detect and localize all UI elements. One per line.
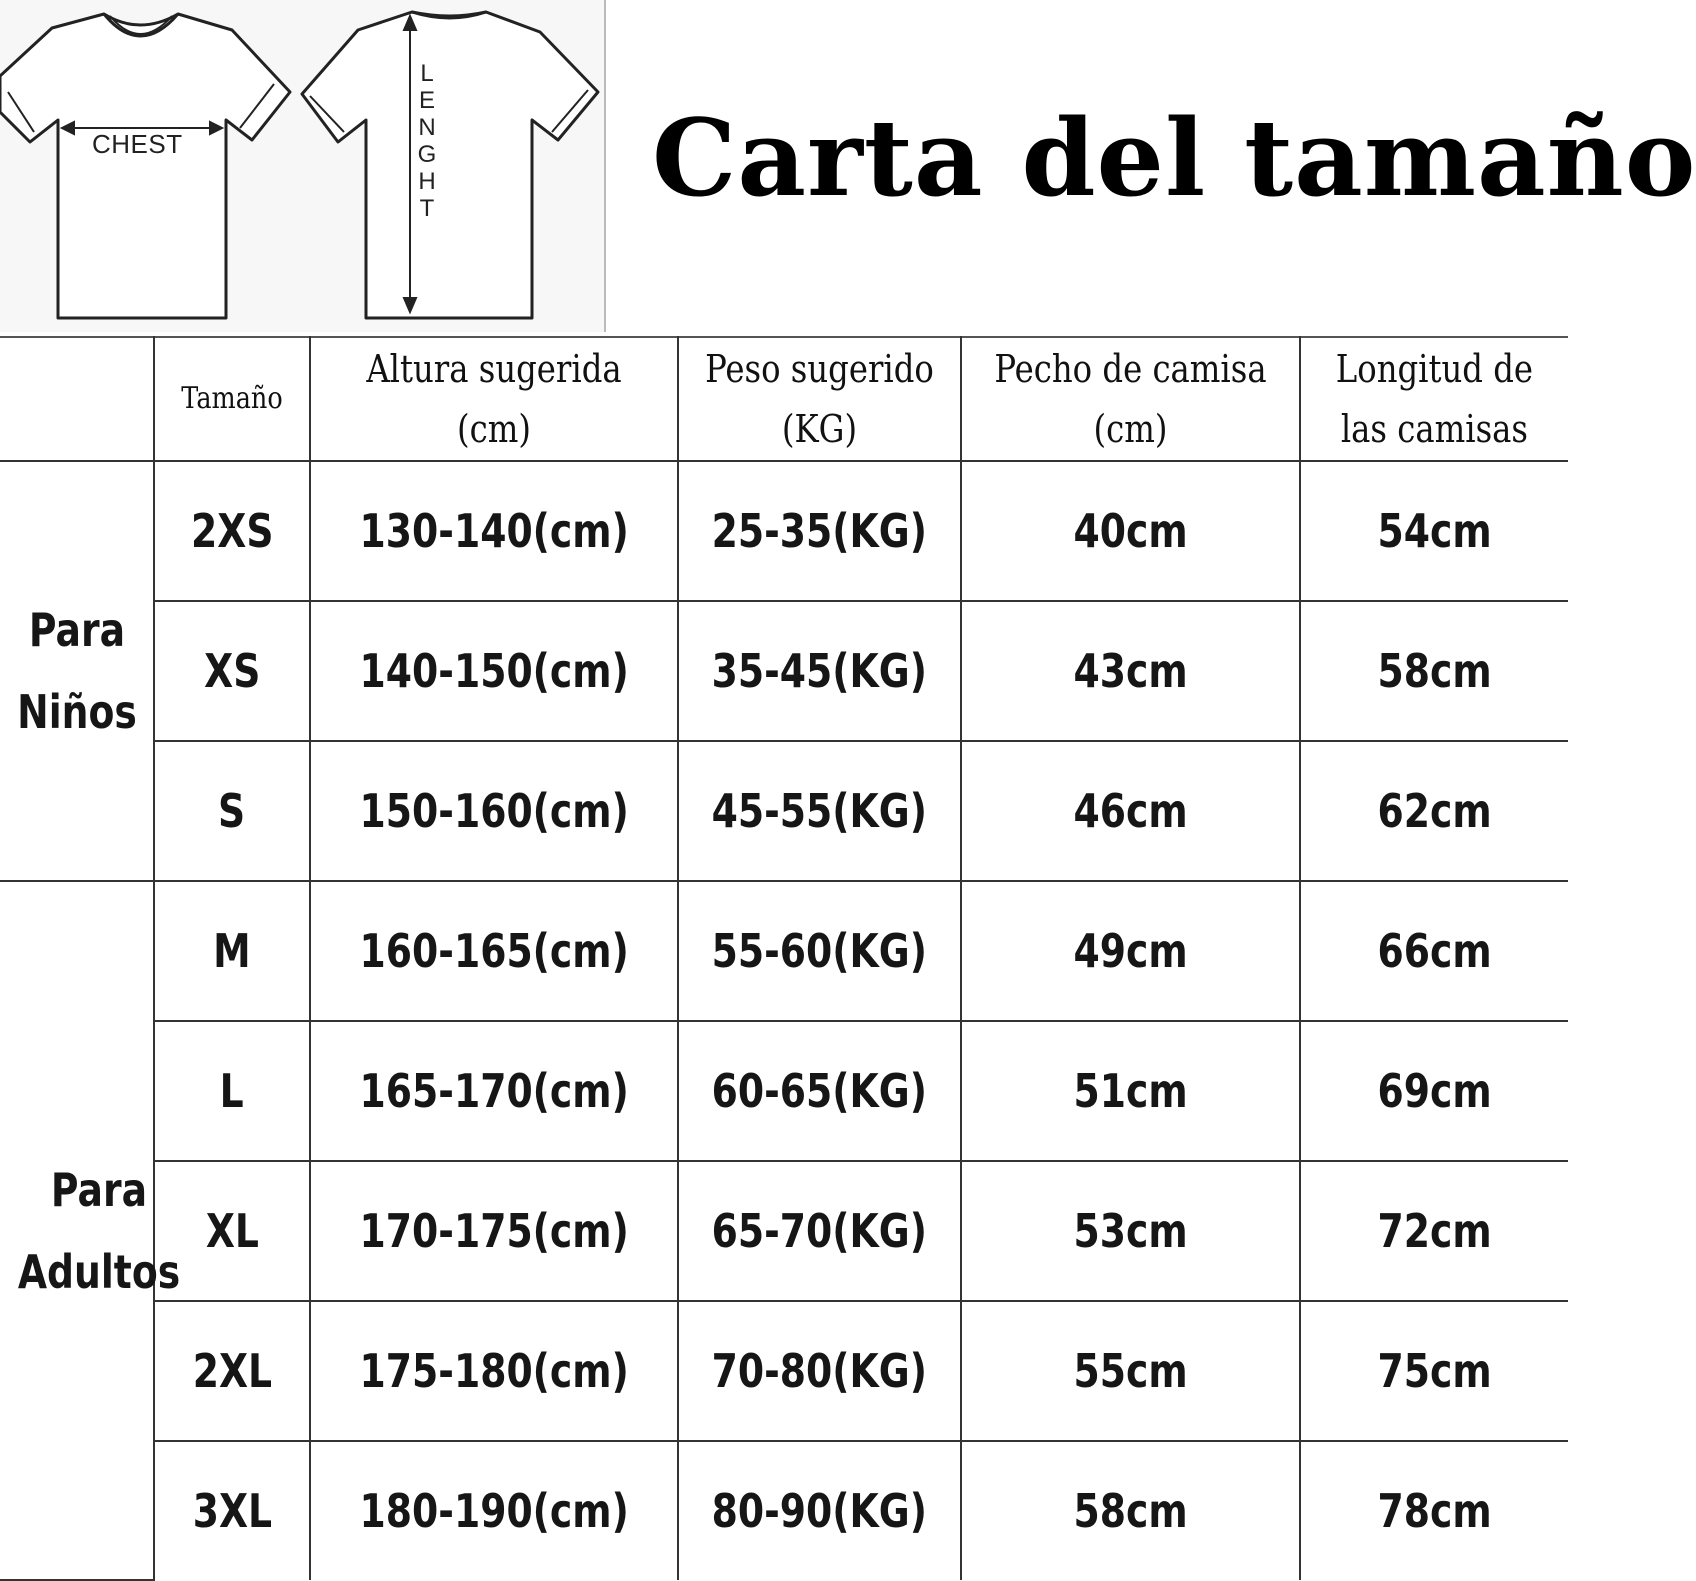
cell-text: 58cm bbox=[1073, 1484, 1188, 1538]
header-corner bbox=[12, 337, 143, 461]
header-height bbox=[338, 337, 651, 461]
cell-text: 130-140(cm) bbox=[359, 504, 629, 558]
cell-chest bbox=[961, 1441, 1300, 1580]
cell-text: 75cm bbox=[1377, 1344, 1492, 1398]
cell-text: 45-55(KG) bbox=[711, 784, 928, 838]
cell-size bbox=[154, 1021, 310, 1161]
cell-text: 2XL bbox=[192, 1344, 272, 1398]
table-row bbox=[0, 741, 1568, 881]
cell-chest bbox=[961, 881, 1300, 1021]
cell-size bbox=[154, 881, 310, 1021]
cell-text: 80-90(KG) bbox=[711, 1484, 928, 1538]
cell-height bbox=[310, 881, 678, 1021]
size-chart-table bbox=[0, 336, 1568, 1581]
cell-text: 60-65(KG) bbox=[711, 1064, 928, 1118]
cell-text: 70-80(KG) bbox=[711, 1344, 928, 1398]
table-row bbox=[0, 1441, 1568, 1580]
table-row bbox=[0, 601, 1568, 741]
cell-text: 62cm bbox=[1377, 784, 1492, 838]
cell-size bbox=[154, 1301, 310, 1441]
cell-text: 160-165(cm) bbox=[359, 924, 629, 978]
cell-text: 78cm bbox=[1377, 1484, 1492, 1538]
cell-size bbox=[154, 601, 310, 741]
cell-text: L bbox=[219, 1064, 245, 1118]
cell-text: 72cm bbox=[1377, 1204, 1492, 1258]
cell-text: 35-45(KG) bbox=[711, 644, 928, 698]
cell-text: 53cm bbox=[1073, 1204, 1188, 1258]
table-row bbox=[0, 881, 1568, 1021]
cell-chest bbox=[961, 741, 1300, 881]
cell-length bbox=[1300, 741, 1568, 881]
cell-text: 170-175(cm) bbox=[359, 1204, 629, 1258]
tshirt-outline-icon bbox=[0, 0, 606, 332]
cell-weight bbox=[678, 601, 961, 741]
table-row bbox=[0, 461, 1568, 601]
group-kids bbox=[0, 461, 154, 881]
cell-height bbox=[310, 461, 678, 601]
cell-size bbox=[154, 1441, 310, 1580]
cell-size bbox=[154, 461, 310, 601]
cell-text: 66cm bbox=[1377, 924, 1492, 978]
cell-length bbox=[1300, 1301, 1568, 1441]
cell-length bbox=[1300, 461, 1568, 601]
cell-chest bbox=[961, 461, 1300, 601]
table-row bbox=[0, 1161, 1568, 1301]
cell-chest bbox=[961, 1161, 1300, 1301]
cell-text: Tamaño bbox=[181, 381, 283, 416]
cell-chest bbox=[961, 601, 1300, 741]
group-adults bbox=[0, 881, 181, 1580]
table-row bbox=[0, 1021, 1568, 1161]
cell-text: 2XS bbox=[190, 504, 274, 558]
table-row bbox=[0, 1301, 1568, 1441]
cell-weight bbox=[678, 741, 961, 881]
cell-length bbox=[1300, 1161, 1568, 1301]
cell-height bbox=[310, 1021, 678, 1161]
cell-text: Adultos bbox=[17, 1244, 181, 1299]
header-weight bbox=[699, 337, 940, 461]
cell-weight bbox=[678, 1161, 961, 1301]
cell-length bbox=[1300, 881, 1568, 1021]
cell-text: Niños bbox=[16, 685, 137, 739]
cell-height bbox=[310, 1161, 678, 1301]
cell-text: 55cm bbox=[1073, 1344, 1188, 1398]
cell-text: Para bbox=[50, 1162, 148, 1217]
cell-text: 150-160(cm) bbox=[359, 784, 629, 838]
cell-text: 140-150(cm) bbox=[359, 644, 629, 698]
cell-height bbox=[310, 1441, 678, 1580]
cell-text: 165-170(cm) bbox=[359, 1064, 629, 1118]
cell-weight bbox=[678, 881, 961, 1021]
cell-text: (cm) bbox=[457, 407, 531, 451]
cell-text: 40cm bbox=[1073, 504, 1188, 558]
cell-weight bbox=[678, 1021, 961, 1161]
chest-label: CHEST bbox=[92, 129, 183, 159]
cell-text: Longitud de bbox=[1335, 347, 1534, 391]
cell-text: 46cm bbox=[1073, 784, 1188, 838]
cell-text: 180-190(cm) bbox=[359, 1484, 629, 1538]
cell-size bbox=[154, 741, 310, 881]
cell-weight bbox=[678, 461, 961, 601]
cell-text: 3XL bbox=[192, 1484, 272, 1538]
cell-height bbox=[310, 741, 678, 881]
cell-text: Peso sugerido bbox=[705, 347, 934, 391]
table-header-row bbox=[0, 337, 1568, 461]
cell-text: Para bbox=[28, 603, 125, 657]
cell-height bbox=[310, 601, 678, 741]
cell-height bbox=[310, 1301, 678, 1441]
cell-text: 54cm bbox=[1377, 504, 1492, 558]
cell-text: 25-35(KG) bbox=[711, 504, 928, 558]
cell-text: Pecho de camisa bbox=[994, 347, 1267, 391]
cell-length bbox=[1300, 1021, 1568, 1161]
cell-text: (cm) bbox=[1093, 407, 1168, 451]
cell-length bbox=[1300, 601, 1568, 741]
cell-chest bbox=[961, 1301, 1300, 1441]
cell-text: las camisas bbox=[1340, 407, 1528, 451]
cell-text: 49cm bbox=[1073, 924, 1188, 978]
cell-text: 55-60(KG) bbox=[711, 924, 928, 978]
cell-text: Altura sugerida bbox=[366, 347, 622, 391]
cell-text: XL bbox=[205, 1204, 259, 1258]
cell-weight bbox=[678, 1441, 961, 1580]
cell-text: M bbox=[213, 924, 251, 978]
header-chest bbox=[986, 337, 1274, 461]
cell-text: 69cm bbox=[1377, 1064, 1492, 1118]
cell-text: 43cm bbox=[1073, 644, 1188, 698]
cell-text: 175-180(cm) bbox=[359, 1344, 629, 1398]
cell-text: XS bbox=[203, 644, 261, 698]
page-title: Carta del tamaño bbox=[652, 95, 1696, 220]
cell-text: S bbox=[218, 784, 246, 838]
cell-weight bbox=[678, 1301, 961, 1441]
cell-text: (KG) bbox=[781, 407, 858, 451]
cell-text: 65-70(KG) bbox=[711, 1204, 928, 1258]
cell-length bbox=[1300, 1441, 1568, 1580]
cell-text: 58cm bbox=[1377, 644, 1492, 698]
length-label: LENGHT bbox=[417, 60, 437, 222]
cell-text: 51cm bbox=[1073, 1064, 1188, 1118]
header-size bbox=[166, 337, 299, 461]
cell-chest bbox=[961, 1021, 1300, 1161]
tshirt-measurement-diagram bbox=[0, 0, 606, 332]
header-length bbox=[1320, 337, 1548, 461]
